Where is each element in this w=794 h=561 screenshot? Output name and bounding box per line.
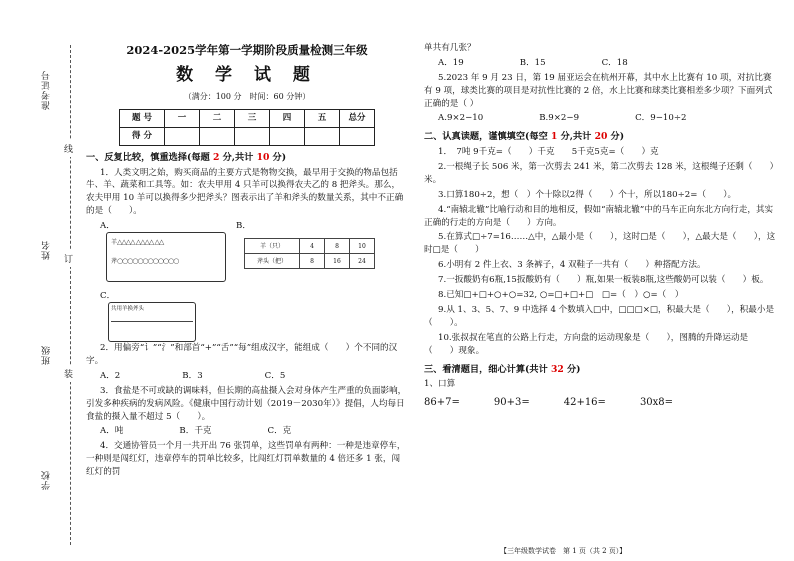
fill-8: 8.已知□+□+○+○=32, ○=□+□+□ □=（ ）○=（ ） bbox=[438, 290, 684, 301]
label-name: 姓名 bbox=[42, 240, 52, 260]
bind-mark-ding: 订 bbox=[64, 250, 73, 267]
q5-option-a[interactable]: A.9×2−10 bbox=[438, 113, 484, 124]
score-cell: 二 bbox=[200, 109, 235, 127]
calc-item[interactable]: 86+7= bbox=[424, 397, 460, 409]
fill-1: 1． 7吨 9千克=（ ）千克 5千克5克=（ ）克 bbox=[438, 147, 659, 158]
score-cell: 总分 bbox=[340, 109, 375, 127]
calc-item[interactable]: 42+16= bbox=[563, 397, 606, 409]
option-a-label: A． bbox=[100, 221, 115, 232]
fill-9: 9.从 1、3、5、7、9 中选择 4 个数填入□中，□□□×□，积最大是（ ），积最小是（ ）。 bbox=[424, 304, 775, 328]
fill-7: 7.一扳酸奶有6瓶,15扳酸奶有（ ）瓶,如果一板装8瓶,这些酸奶可以装（ ）板。 bbox=[438, 275, 769, 286]
score-cell: 四 bbox=[270, 109, 305, 127]
score-cell: 得 分 bbox=[120, 127, 165, 145]
label-exam-id: 准考证号 bbox=[42, 70, 52, 110]
q2-option-b[interactable]: B．3 bbox=[182, 370, 203, 381]
bind-mark-zhuang: 装 bbox=[64, 365, 73, 382]
score-cell: 题 号 bbox=[120, 109, 165, 127]
question-4-options bbox=[424, 57, 776, 70]
score-cell[interactable] bbox=[340, 127, 375, 145]
q2-option-c[interactable]: C．5 bbox=[264, 370, 286, 381]
q5-option-c[interactable]: C．9−10÷2 bbox=[635, 113, 687, 124]
section-2-title: 二、认真读题，谨慎填空(每空 1 分,共计 20 分) bbox=[424, 131, 625, 143]
calc-title: 1、口算 bbox=[424, 379, 456, 390]
label-class: 班级 bbox=[42, 345, 52, 365]
figure-a bbox=[106, 232, 226, 282]
subject-title: 数 学 试 题 bbox=[176, 65, 318, 86]
q4-option-a[interactable]: A．19 bbox=[438, 57, 464, 68]
binding-gutter bbox=[0, 0, 80, 561]
calc-row bbox=[424, 395, 776, 410]
calc-item[interactable]: 90+3= bbox=[493, 397, 530, 409]
bind-mark-line: 线 bbox=[64, 140, 73, 157]
page-footer: 【三年级数学试卷 第 1 页（共 2 页）】 bbox=[500, 547, 627, 555]
exam-meta: （满分：100 分 时间：60 分钟） bbox=[183, 91, 311, 101]
question-5: 5.2023 年 9 月 23 日，第 19 届亚运会在杭州开幕，其中水上比赛有 10 项，对抗比赛有 9 项，球类比赛的项目是对抗性比赛的 2 倍，水上比赛和球类比赛相差多少项？下面列式正确的是（ ） bbox=[424, 72, 773, 109]
q3-option-a[interactable]: A．吨 bbox=[100, 426, 124, 437]
score-cell: 一 bbox=[165, 109, 200, 127]
right-column bbox=[424, 0, 776, 410]
question-4: 4．交通协管员一个月一共开出 76 张罚单，这些罚单有两种：一种是违章停车，一种则是闯红灯，违章停车的罚单比较多，比闯红灯罚单数量的 4 倍还多 1 张，闯红灯的罚 bbox=[86, 441, 406, 478]
question-2-options bbox=[86, 370, 408, 383]
fill-5: 5.在算式□÷7=16……△中，△最小是（ ），这时□是（ ），△最大是（ ），这时□是（ ） bbox=[424, 232, 776, 256]
fill-10: 10.张叔叔在笔直的公路上行走，方向盘的运动现象是（ ），图腾的升降运动是（ ）现象。 bbox=[424, 332, 749, 356]
question-1-figure-c bbox=[86, 290, 408, 340]
score-cell[interactable] bbox=[165, 127, 200, 145]
option-c-label: C． bbox=[100, 291, 116, 302]
score-cell: 五 bbox=[305, 109, 340, 127]
score-table bbox=[119, 109, 375, 146]
calc-item[interactable]: 30x8= bbox=[639, 397, 674, 409]
score-cell[interactable] bbox=[305, 127, 340, 145]
figure-a-row2: 斧○○○○○○○○○○○○ bbox=[111, 256, 179, 265]
fill-3: 3.口算180÷2，想（ ）个十除以2得（ ）个十，所以180÷2=（ ）。 bbox=[438, 189, 737, 200]
section-1-title: 一、反复比较，慎重选择(每题 2 分,共计 10 分) bbox=[86, 151, 287, 163]
figure-a-row1: 羊△△△△ △△△△ △△ bbox=[111, 238, 164, 247]
q3-option-b[interactable]: B．千克 bbox=[179, 426, 212, 437]
question-3: 3．食盐是不可或缺的调味料，但长期的高盐摄入会对身体产生严重的负面影响，引发多种疾病的发病风险。《健康中国行动计划（2019－2030年）》提倡，人均每日食盐的摄入量不超过 5（ ）。 bbox=[86, 385, 407, 422]
left-column bbox=[86, 0, 408, 481]
binding-line bbox=[70, 45, 71, 545]
question-1-figures bbox=[86, 220, 408, 290]
q5-option-b[interactable]: B.9×2−9 bbox=[539, 113, 580, 124]
question-5-options bbox=[424, 112, 776, 125]
option-b-label: B． bbox=[236, 221, 251, 232]
score-cell[interactable] bbox=[270, 127, 305, 145]
section-3-title: 三、看清题目，细心计算(共计 32 分) bbox=[424, 363, 581, 375]
q2-option-a[interactable]: A．2 bbox=[100, 370, 121, 381]
q4-option-c[interactable]: C．18 bbox=[601, 57, 628, 68]
fill-2: 2.一根绳子长 506 米，第一次剪去 241 米，第二次剪去 128 米，这根绳子还剩（ ）米。 bbox=[424, 162, 774, 185]
fill-4: 4.“南辕北辙”比喻行动和目的地相反，假如“南辕北辙”中的马车正向东北方向行走，其实正确的行走的方向是（ ）方向。 bbox=[424, 204, 774, 228]
score-cell[interactable] bbox=[200, 127, 235, 145]
question-1: 1．人类文明之始，购买商品的主要方式是物物交换，最早用于交换的物品包括牛、羊、蔬菜和工具等。如：农夫甲用 4 只羊可以换得农夫乙的 8 把斧头。那么，农夫甲用 10 羊可以换得多少把斧头？图表示出了羊和斧头的数量关系，其中不正确的是（ ）。 bbox=[86, 167, 404, 217]
fill-6: 6.小明有 2 件上衣、3 条裤子，4 双鞋子一共有（ ）种搭配方法。 bbox=[438, 260, 706, 271]
score-cell: 三 bbox=[235, 109, 270, 127]
label-school: 学校 bbox=[42, 470, 52, 490]
exam-title: 2024-2025学年第一学期阶段质量检测三年级 bbox=[126, 43, 368, 57]
q4-option-b[interactable]: B．15 bbox=[519, 57, 546, 68]
score-cell[interactable] bbox=[235, 127, 270, 145]
question-3-options bbox=[86, 425, 408, 438]
figure-b-table: 羊（只） 4 8 10 斧头（把） 8 16 24 bbox=[244, 238, 375, 269]
question-4-continued: 单共有几张？ bbox=[424, 43, 476, 53]
q3-option-c[interactable]: C．克 bbox=[267, 426, 292, 437]
figure-c: 共用羊换斧头 bbox=[108, 302, 196, 342]
question-2: 2．用偏旁“讠”“氵”和部首“+”“舌”“每”组成汉字，能组成（ ）个不同的汉字。 bbox=[86, 343, 398, 366]
